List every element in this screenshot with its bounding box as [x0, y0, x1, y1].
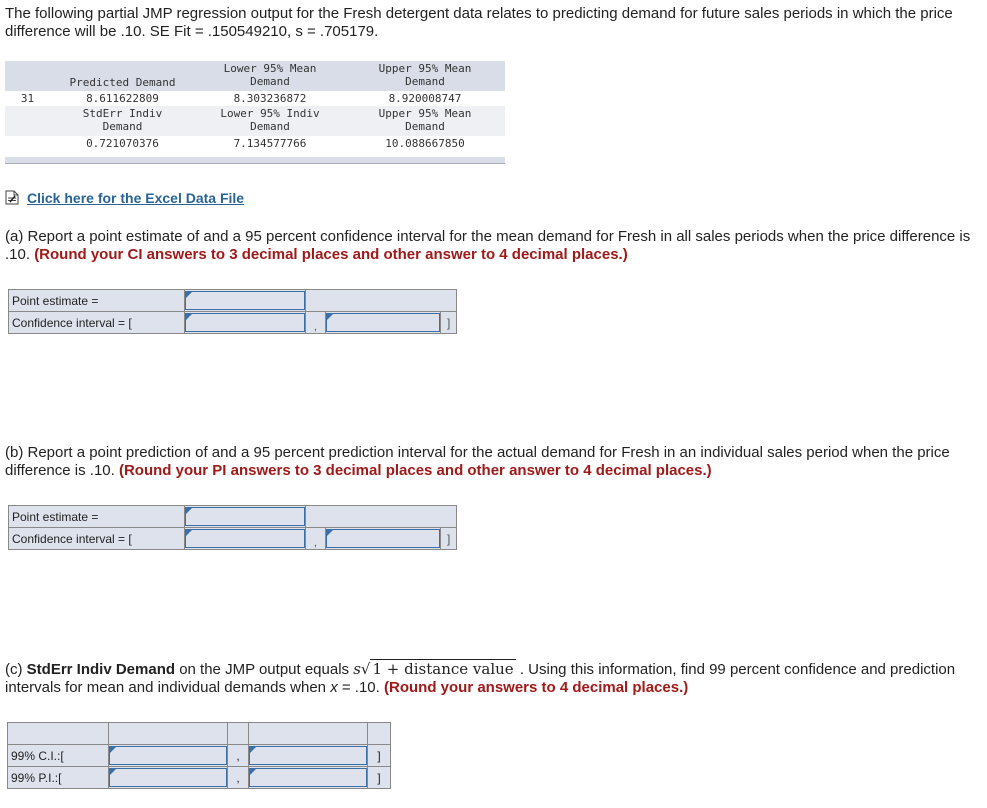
part-b-point-input[interactable] [185, 507, 305, 526]
part-b-point-label: Point estimate = [9, 506, 185, 528]
jmp-predicted-value: 8.611622809 [86, 92, 159, 105]
jmp-stderr-value: 0.721070376 [86, 137, 159, 150]
part-c-ci-lower-input[interactable] [109, 746, 227, 765]
part-b-answer-table [8, 505, 457, 550]
part-b-ci-label: Confidence interval = [ [9, 528, 185, 550]
jmp-output-table [5, 61, 505, 165]
part-a-point-input[interactable] [185, 291, 305, 310]
jmp-lower-mean-value: 8.303236872 [233, 92, 307, 105]
jmp-data-row-2 [5, 136, 505, 151]
part-c-pi-lower-input[interactable] [109, 768, 227, 787]
part-c-answer-table: 99% C.I.:[ , ] 99% P.I.:[ , ] [7, 722, 391, 789]
part-b-question [5, 444, 980, 480]
jmp-header-predicted: Predicted Demand [69, 76, 176, 89]
problem-intro: The following partial JMP regression output for the Fresh detergent data relates to predicting demand for future sales periods in which the price difference will be .10. SE Fit = .150549210, s = .705179. [5, 5, 953, 40]
part-c-rounding-note: (Round your answers to 4 decimal places.) [384, 679, 689, 696]
jmp-data-row-1 [5, 91, 505, 106]
part-b-comma: , [306, 528, 326, 550]
jmp-row-number: 31 [20, 92, 35, 105]
part-a-answer-table [8, 289, 457, 334]
part-b-pi-lower-input[interactable] [185, 529, 305, 548]
jmp-header-lower-mean: Lower 95% Mean Demand [223, 62, 317, 88]
part-a-comma: , [306, 312, 326, 334]
part-a-ci-lower-input[interactable] [185, 313, 305, 332]
excel-data-file-link[interactable]: Click here for the Excel Data File [27, 190, 245, 206]
part-b-text: (b) Report a point prediction of and a 95 percent prediction interval for the actual demand for Fresh in an individual sales period when the price difference is .10. [5, 444, 950, 479]
document-icon [5, 190, 19, 205]
part-a-rounding-note: (Round your CI answers to 3 decimal places and other answer to 4 decimal places.) [34, 246, 628, 263]
part-c-question: (c) StdErr Indiv Demand on the JMP output equals s√ 1 + distance value . Using this information, find 99 percent confidence and prediction intervals for mean and individual demands when x = .10. (Round your answers to 4 decimal places.) [5, 660, 956, 696]
jmp-table-footer [5, 157, 505, 164]
jmp-header-row-1 [5, 61, 505, 91]
part-a-point-label: Point estimate = [9, 290, 185, 312]
part-a-ci-label: Confidence interval = [ [9, 312, 185, 334]
part-c-pi-upper-input[interactable] [249, 768, 367, 787]
jmp-header-stderr: StdErr Indiv Demand [82, 107, 163, 133]
part-a-close-bracket: ] [441, 312, 457, 334]
part-b-pi-upper-input[interactable] [326, 529, 441, 548]
jmp-header-row-2 [5, 106, 505, 136]
excel-link-row [5, 190, 244, 206]
part-b-rounding-note: (Round your PI answers to 3 decimal places and other answer to 4 decimal places.) [118, 462, 712, 479]
jmp-header-upper-mean: Upper 95% Mean Demand [378, 62, 472, 88]
jmp-header-lower-indiv: Lower 95% Indiv Demand [220, 107, 320, 133]
part-a-question [5, 228, 980, 264]
part-c-pi-label: 99% P.I.:[ [8, 767, 109, 789]
part-a-text: (a) Report a point estimate of and a 95 percent confidence interval for the mean demand for Fresh in all sales periods when the price difference is .10. [5, 228, 971, 263]
jmp-header-upper-mean-2: Upper 95% Mean Demand [378, 107, 472, 133]
jmp-upper-indiv-value: 10.088667850 [385, 137, 465, 150]
sqrt-formula: s√ 1 + distance value [353, 660, 514, 678]
jmp-lower-indiv-value: 7.134577766 [233, 137, 307, 150]
part-c-ci-upper-input[interactable] [249, 746, 367, 765]
jmp-upper-mean-value: 8.920008747 [388, 92, 462, 105]
part-c-ci-label: 99% C.I.:[ [8, 745, 109, 767]
part-b-close-bracket: ] [441, 528, 457, 550]
part-c-bold-term: StdErr Indiv Demand [26, 661, 176, 678]
part-a-ci-upper-input[interactable] [326, 313, 441, 332]
